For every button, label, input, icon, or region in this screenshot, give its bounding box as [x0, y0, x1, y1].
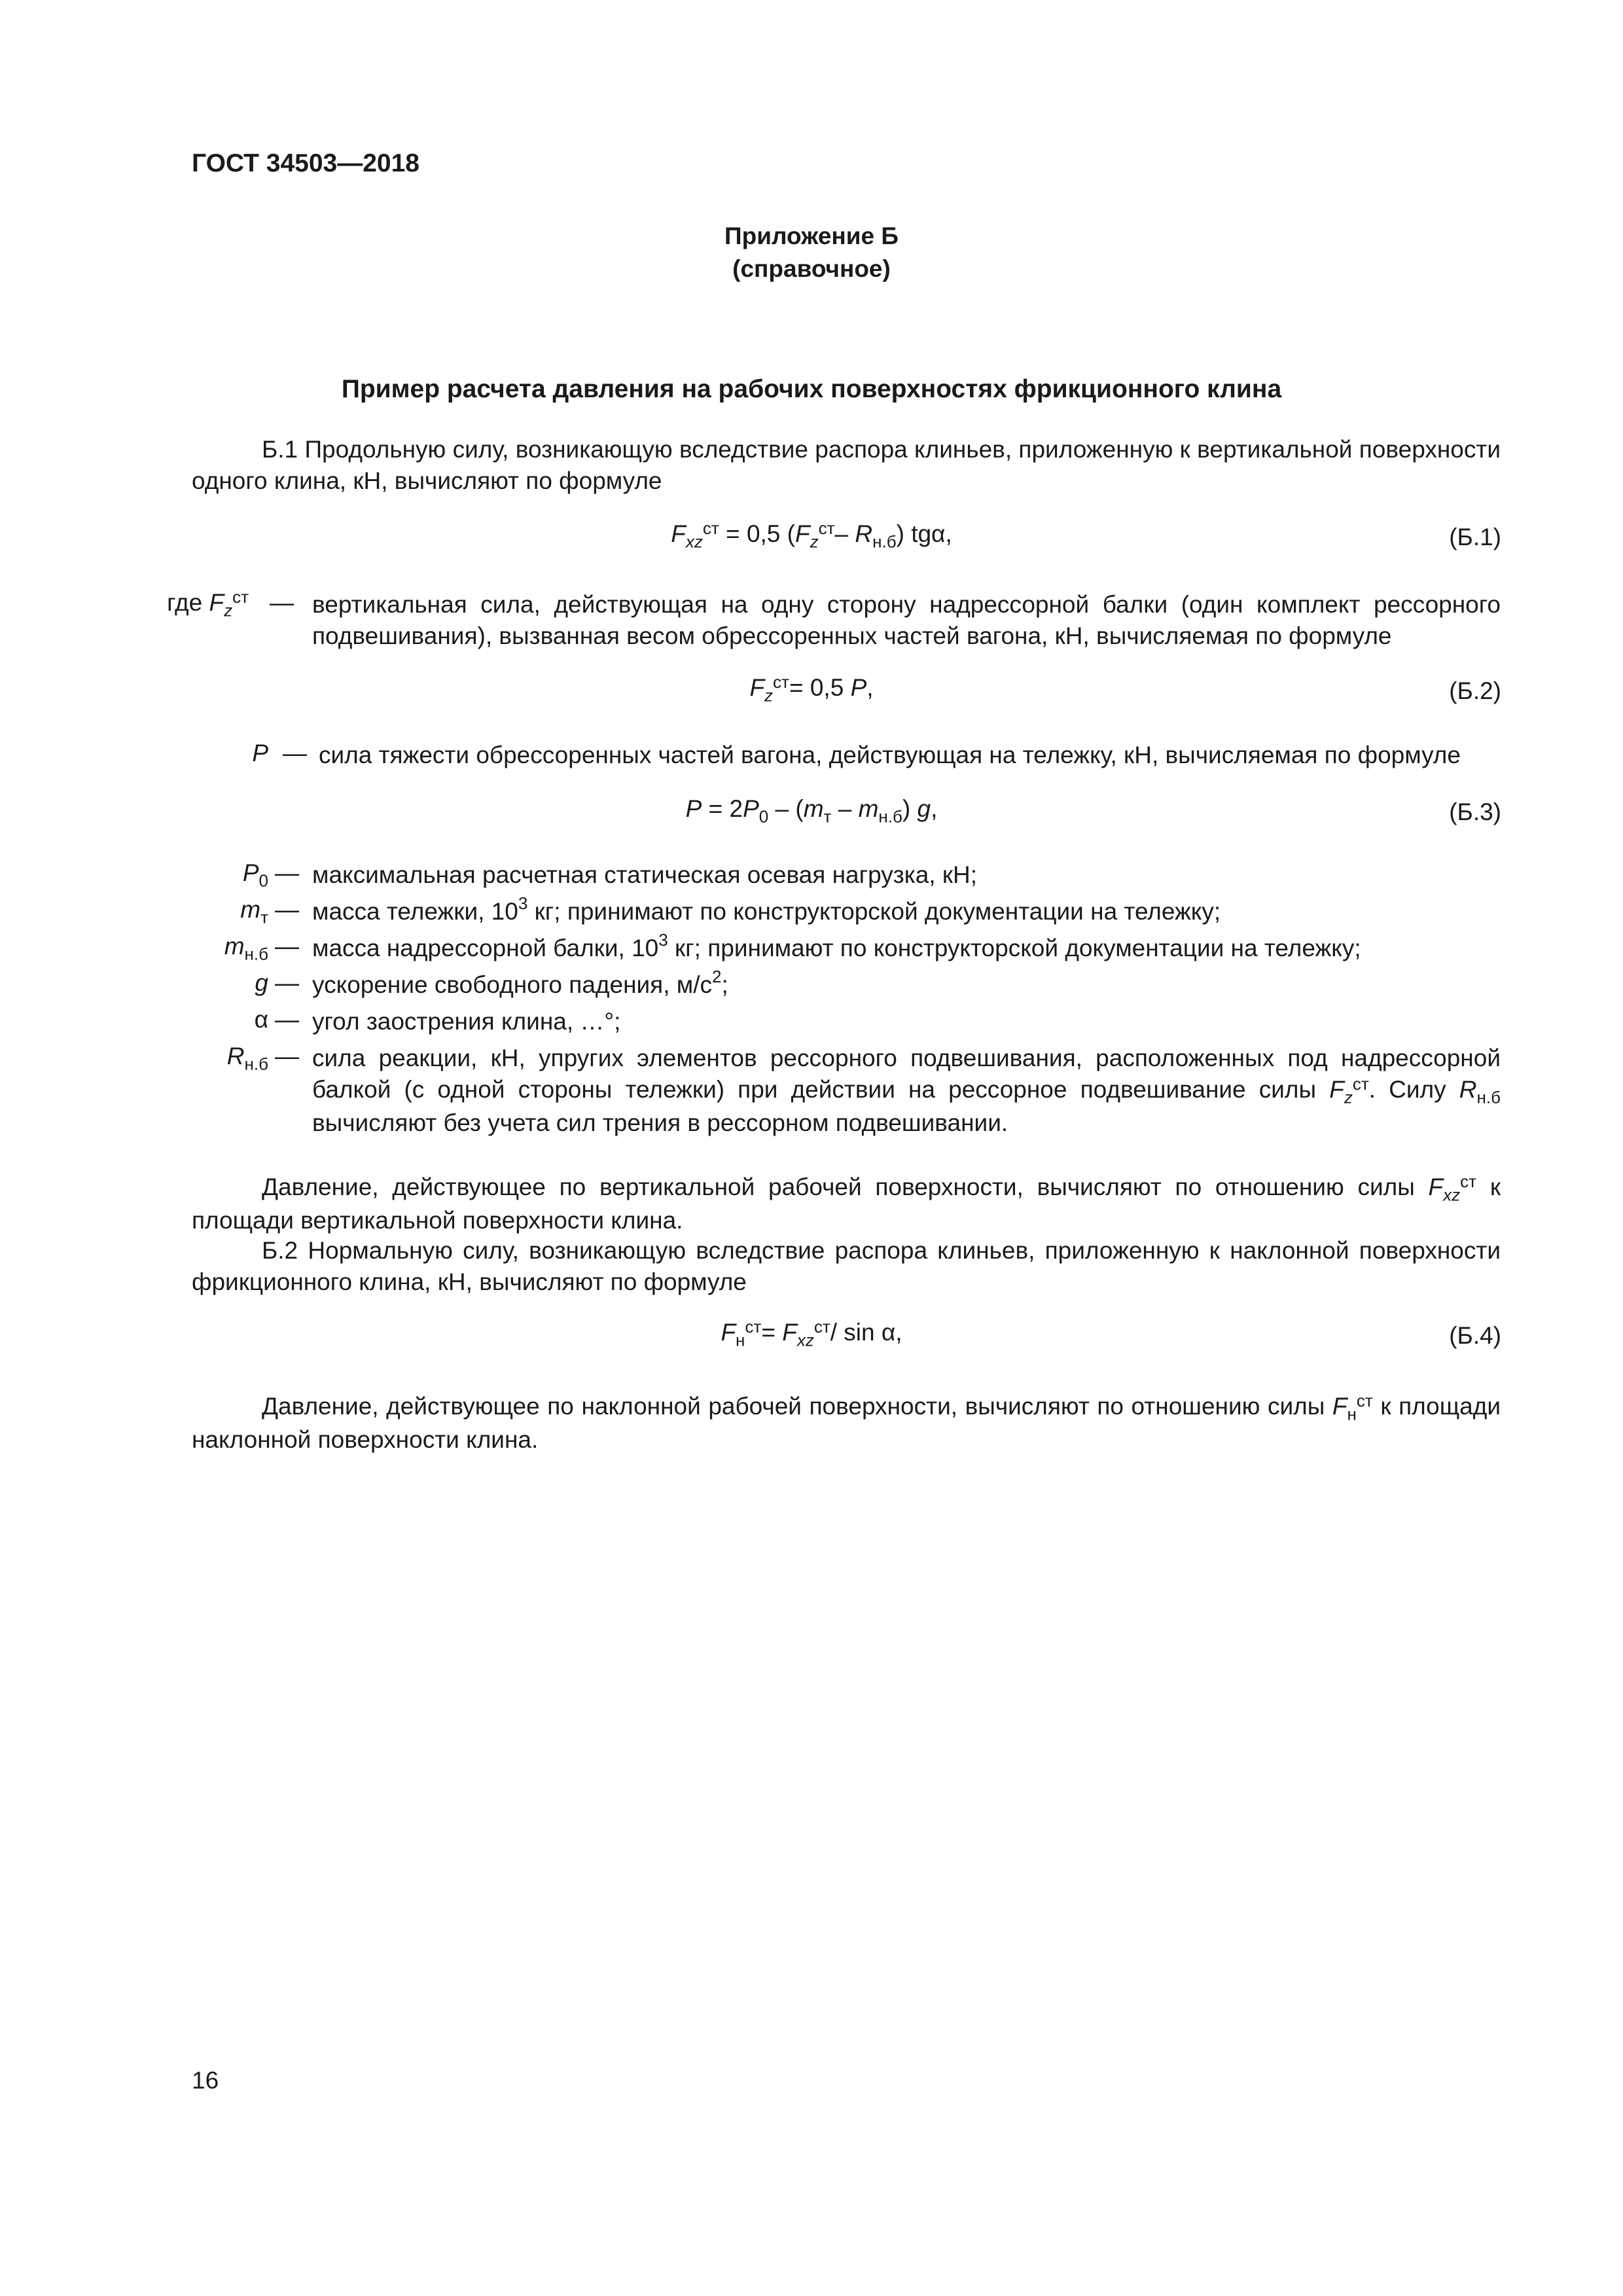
paragraph-b2 [192, 1235, 1501, 1298]
paragraph-pressure-inclined-b: к площади наклонной поверхности клина. [192, 1393, 1501, 1453]
def-p0-text: максимальная расчетная статическая осевая нагрузка, кН; [312, 861, 978, 888]
def-mnb-text-b: кг; принимают по конструкторской документации на тележку; [668, 935, 1361, 961]
formula-b4-number: (Б.4) [1449, 1322, 1501, 1349]
def-r-text-c: вычисляют без учета сил трения в рессорном подвешивании. [312, 1109, 1008, 1136]
paragraph-b1-text: Б.1 Продольную силу, возникающую вследствие распора клиньев, приложенную к вертикальной поверхности одного клина, кН, вычисляют по формуле [192, 436, 1501, 494]
section-title: Пример расчета давления на рабочих поверхностях фрикционного клина [341, 375, 1282, 403]
appendix-kind: (справочное) [732, 255, 891, 282]
appendix-title: Приложение Б [724, 223, 899, 249]
def-p-text: сила тяжести обрессоренных частей вагона, действующая на тележку, кН, вычисляемая по формуле [319, 742, 1461, 768]
paragraph-pressure-vertical: Давление, действующее по вертикальной рабочей поверхности, вычисляют по отношению силы $F_{xz}^{ст}$ к площади вертикальной поверхности клина. [192, 1172, 1501, 1234]
def-r-text-b: . Силу [1368, 1076, 1459, 1103]
paragraph-pressure-vertical-a: Давление, действующее по вертикальной рабочей поверхности, вычисляют по отношению силы [262, 1174, 1415, 1200]
formula-b1-number: (Б.1) [1449, 524, 1501, 550]
def-g-text-a: ускорение свободного падения, м/с [312, 971, 712, 998]
page-number: 16 [192, 2067, 219, 2094]
formula-b3-number: (Б.3) [1449, 798, 1501, 825]
paragraph-pressure-vertical-b: к площади вертикальной поверхности клина. [192, 1174, 1501, 1234]
paragraph-b1 [192, 434, 1501, 497]
def-mt-text-a: масса тележки, 10 [312, 898, 518, 925]
def-mnb-text-a: масса надрессорной балки, 10 [312, 935, 659, 961]
def-g-text-b: ; [721, 971, 728, 998]
paragraph-pressure-inclined: Давление, действующее по наклонной рабочей поверхности, вычисляют по отношению силы $F_н^{ст}$ к площади наклонной поверхности клина. [192, 1391, 1501, 1453]
formula-b3: $P = 2P_0 - (m_т - m_{н.б})$ g, [685, 795, 938, 827]
def-fz-text: вертикальная сила, действующая на одну сторону надрессорной балки (один комплект рессорного подвешивания), вызванная весом обрессоренных частей вагона, кН, вычисляемая по формуле [312, 591, 1501, 649]
formula-b1: $F_{xz}^{ст} = 0,5$ ($F_z^{ст}-$ $R_{н.б}$) tgα, [671, 518, 952, 552]
def-mt-text-b: кг; принимают по конструкторской документации на тележку; [527, 898, 1221, 925]
formula-b4: $F_н^{ст}= F_{xz}^{ст}/$ sin α, [721, 1317, 902, 1350]
def-r-text-a: сила реакции, кН, упругих элементов рессорного подвешивания, расположенных под надрессорной балкой (с одной стороны тележки) при действии на рессорное подвешивание силы [312, 1045, 1501, 1103]
formula-b2: $F_z^{ст}= 0,5$ P, [749, 672, 874, 706]
paragraph-b2-text: Б.2 Нормальную силу, возникающую вследствие распора клиньев, приложенную к наклонной поверхности фрикционного клина, кН, вычисляют по формуле [192, 1237, 1501, 1295]
document-header: ГОСТ 34503—2018 [192, 149, 419, 177]
def-where-label: где [167, 589, 203, 616]
formula-b2-number: (Б.2) [1449, 677, 1501, 704]
def-alpha-text: угол заострения клина, …°; [312, 1008, 621, 1035]
paragraph-pressure-inclined-a: Давление, действующее по наклонной рабочей поверхности, вычисляют по отношению силы [262, 1393, 1325, 1420]
